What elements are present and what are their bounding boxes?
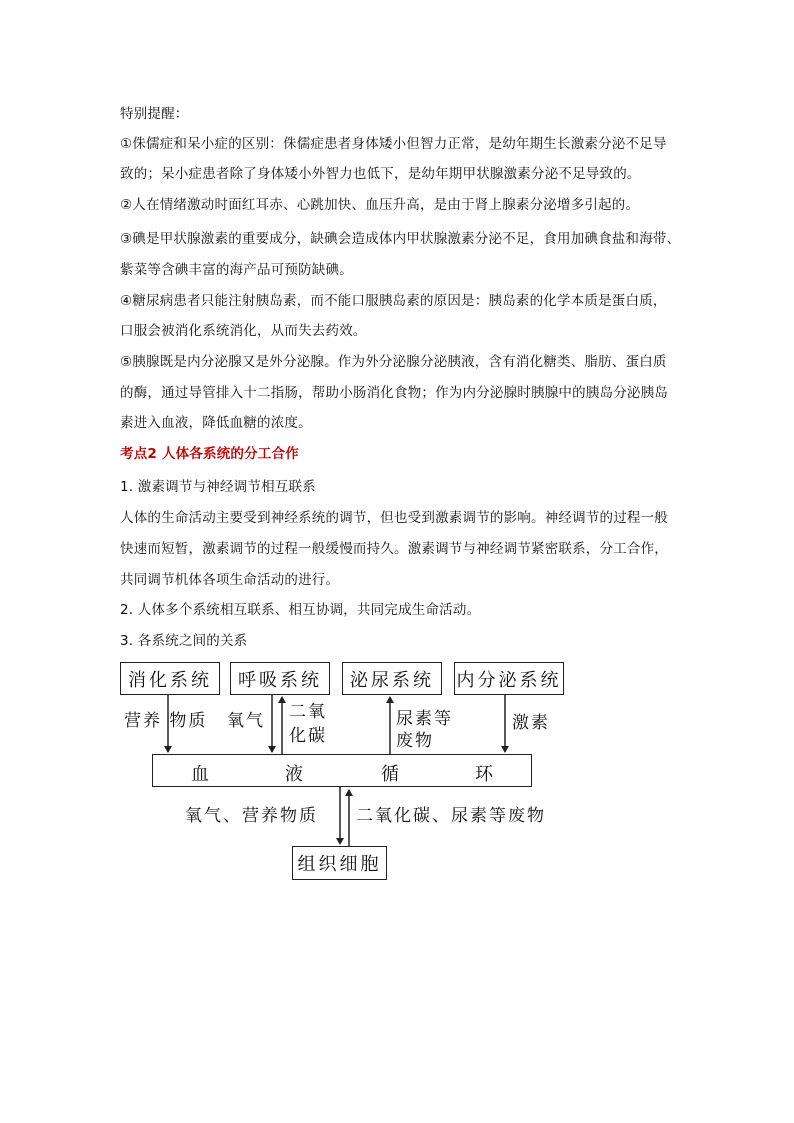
subheading-2: 2. 人体多个系统相互联系、相互协调，共同完成生命活动。: [120, 602, 481, 618]
box-digestive-system: 消化系统: [120, 662, 220, 695]
label-co2-urea-waste: 二氧化碳、尿素等废物: [356, 806, 546, 826]
reminder-line: ④糖尿病患者只能注射胰岛素，而不能口服胰岛素的原因是：胰岛素的化学本质是蛋白质，: [120, 293, 667, 309]
reminder-line: 素进入血液，降低血糖的浓度。: [120, 415, 312, 431]
reminder-line: ③碘是甲状腺激素的重要成分，缺碘会造成体内甲状腺激素分泌不足，食用加碘食盐和海带、: [120, 231, 681, 247]
label-co2-line2: 化碳: [289, 726, 327, 746]
box-respiratory-system: 呼吸系统: [230, 662, 330, 695]
reminder-title: 特别提醒：: [120, 106, 189, 122]
reminder-line: 致的；呆小症患者除了身体矮小外智力也低下，是幼年期甲状腺激素分泌不足导致的。: [120, 166, 641, 182]
box-endocrine-system: 内分泌系统: [454, 662, 564, 695]
blood-char-3: 循: [381, 764, 402, 785]
box-tissue-cells: 组织细胞: [292, 846, 387, 880]
paragraph-line: 快速而短暂，激素调节的过程一般缓慢而持久。激素调节与神经调节紧密联系，分工合作，: [120, 541, 668, 557]
box-urinary-system: 泌尿系统: [342, 662, 442, 695]
subheading-3: 3. 各系统之间的关系: [120, 633, 248, 649]
paragraph-line: 共同调节机体各项生命活动的进行。: [120, 572, 340, 588]
label-urea-line1: 尿素等: [396, 709, 453, 729]
section-heading: 考点2 人体各系统的分工合作: [120, 446, 299, 462]
box-blood-circulation: [152, 754, 532, 787]
reminder-line: 的酶，通过导管排入十二指肠，帮助小肠消化食物；作为内分泌腺时胰腺中的胰岛分泌胰岛: [120, 385, 668, 401]
subheading-1: 1. 激素调节与神经调节相互联系: [120, 479, 316, 495]
reminder-line: 口服会被消化系统消化，从而失去药效。: [120, 323, 367, 339]
blood-char-4: 环: [475, 764, 496, 785]
label-nutrients: 营养 物质: [124, 711, 208, 731]
blood-char-1: 血: [191, 764, 212, 785]
reminder-line: ①侏儒症和呆小症的区别：侏儒症患者身体矮小但智力正常，是幼年期生长激素分泌不足导: [120, 136, 667, 152]
reminder-line: ⑤胰腺既是内分泌腺又是外分泌腺。作为外分泌腺分泌胰液，含有消化糖类、脂肪、蛋白质: [120, 354, 667, 370]
paragraph-line: 人体的生命活动主要受到神经系统的调节，但也受到激素调节的影响。神经调节的过程一般: [120, 510, 668, 526]
reminder-line: 紫菜等含碘丰富的海产品可预防缺碘。: [120, 262, 353, 278]
label-oxygen: 氧气: [227, 711, 265, 731]
label-co2-line1: 二氧: [289, 702, 327, 722]
label-oxygen-nutrients: 氧气、营养物质: [185, 806, 318, 826]
label-urea-line2: 废物: [396, 731, 434, 751]
reminder-line: ②人在情绪激动时面红耳赤、心跳加快、血压升高，是由于肾上腺素分泌增多引起的。: [120, 197, 640, 213]
label-hormone: 激素: [512, 713, 550, 733]
blood-char-2: 液: [285, 764, 306, 785]
